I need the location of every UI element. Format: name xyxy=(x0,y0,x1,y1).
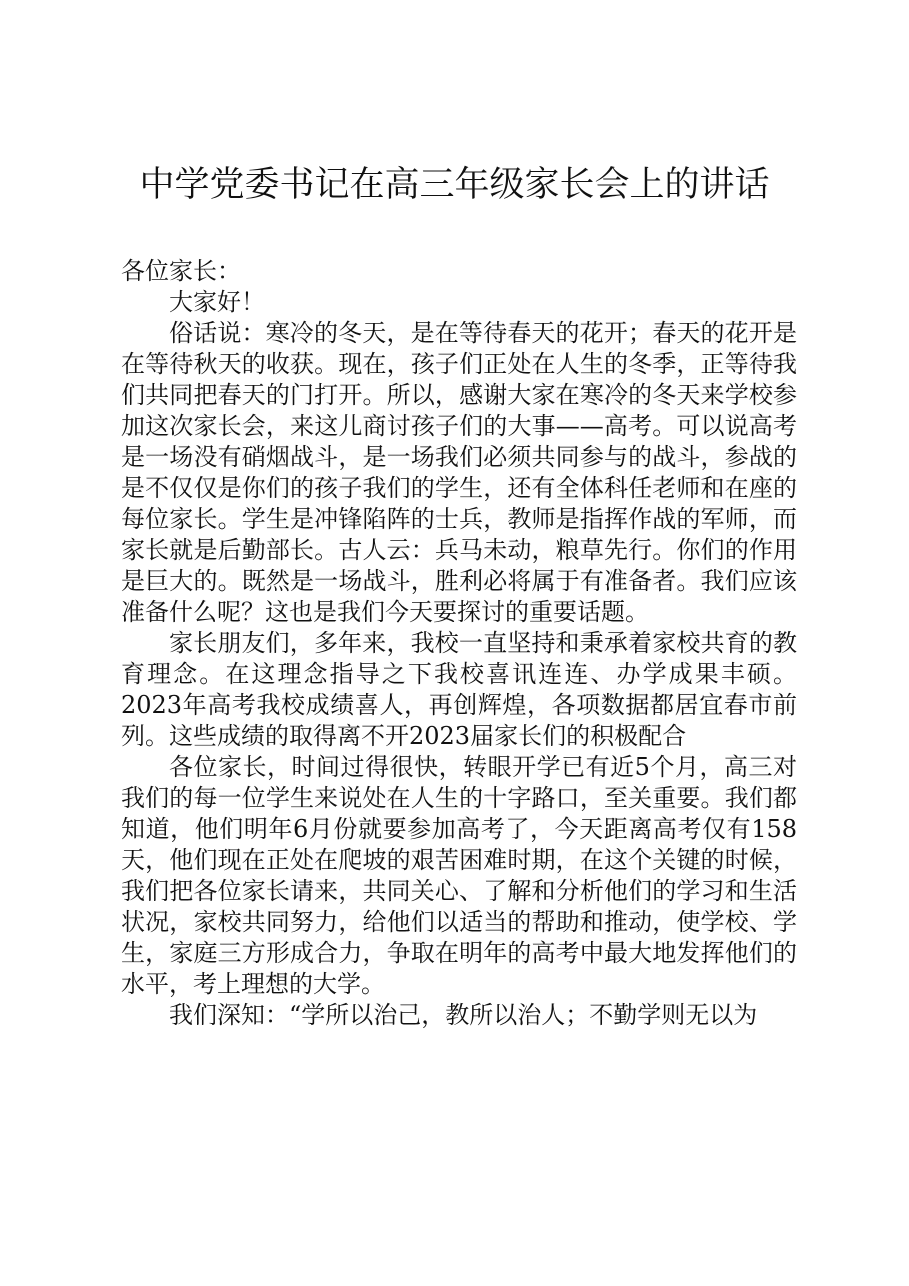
paragraph-greeting: 大家好！ xyxy=(169,288,265,316)
paragraph-4: 我们深知：“学所以治己，教所以治人；不勤学则无以为 xyxy=(169,1001,758,1029)
salutation: 各位家长： xyxy=(121,257,241,285)
paragraph-2: 家长朋友们，多年来，我校一直坚持和秉承着家校共育的教育理念。在这理念指导之下我校喜讯连连、办学成果丰硕。2023年高考我校成绩喜人，再创辉煌，各项数据都居宜春市前列。这些成绩的取得离不开2023届家长们的积极配合 xyxy=(121,629,797,750)
document-body xyxy=(121,256,797,1031)
paragraph-1: 俗话说：寒冷的冬天，是在等待春天的花开；春天的花开是在等待秋天的收获。现在，孩子们正处在人生的冬季，正等待我们共同把春天的门打开。所以，感谢大家在寒冷的冬天来学校参加这次家长会，来这儿商讨孩子们的大事——高考。可以说高考是一场没有硝烟战斗，是一场我们必须共同参与的战斗，参战的是不仅仅是你们的孩子我们的学生，还有全体科任老师和在座的每位家长。学生是冲锋陷阵的士兵，教师是指挥作战的军师，而家长就是后勤部长。古人云：兵马未动，粮草先行。你们的作用是巨大的。既然是一场战斗，胜利必将属于有准备者。我们应该准备什么呢？这也是我们今天要探讨的重要话题。 xyxy=(121,319,797,626)
paragraph-3: 各位家长，时间过得很快，转眼开学已有近5个月，高三对我们的每一位学生来说处在人生的十字路口，至关重要。我们都知道，他们明年6月份就要参加高考了，今天距离高考仅有158天，他们现在正处在爬坡的艰苦困难时期，在这个关键的时候，我们把各位家长请来，共同关心、了解和分析他们的学习和生活状况，家校共同努力，给他们以适当的帮助和推动，使学校、学生，家庭三方形成合力，争取在明年的高考中最大地发挥他们的水平，考上理想的大学。 xyxy=(121,753,797,998)
document-title: 中学党委书记在高三年级家长会上的讲话 xyxy=(139,165,770,205)
